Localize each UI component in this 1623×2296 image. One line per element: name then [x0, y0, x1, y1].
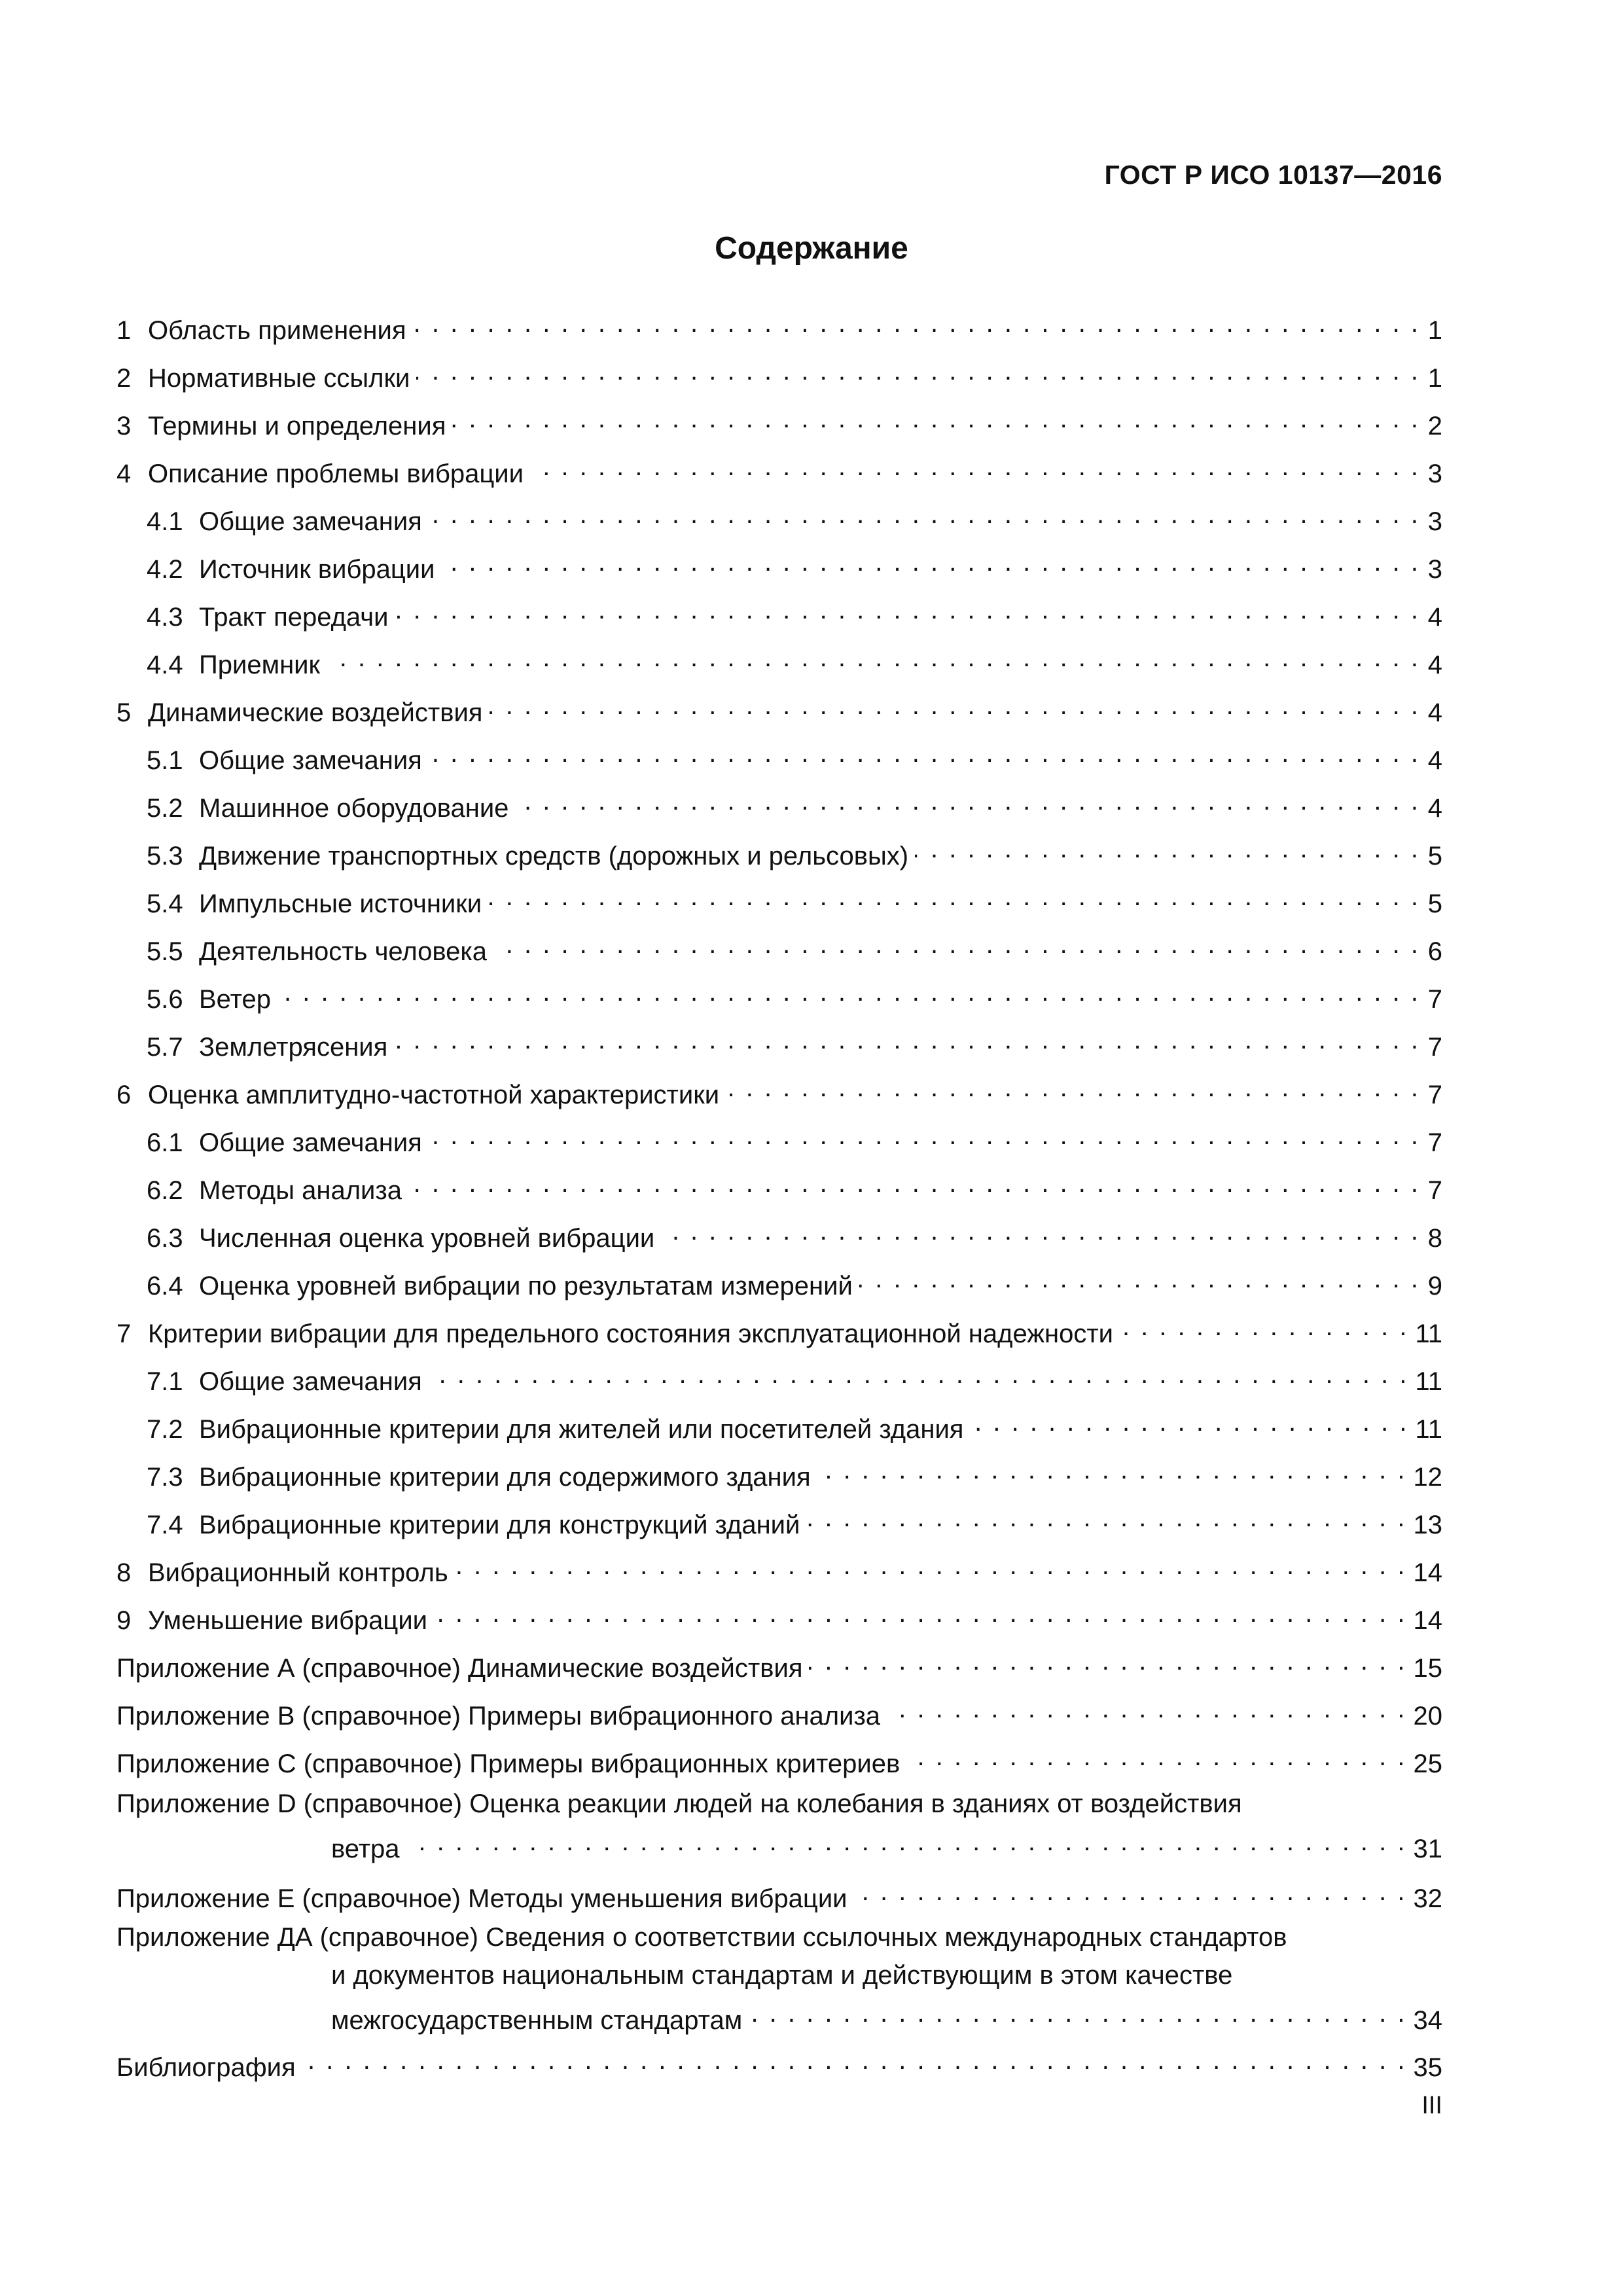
- dot-leader: [429, 499, 1420, 530]
- toc-entry-page: 13: [1413, 1511, 1442, 1539]
- toc-entry-page: 4: [1427, 698, 1442, 727]
- toc-entry-label: Нормативные ссылки: [148, 364, 410, 393]
- dot-leader: [493, 929, 1420, 960]
- toc-annex-label: Приложение А (справочное) Динамические воздействия: [116, 1654, 803, 1683]
- dot-leader: [661, 1215, 1420, 1247]
- toc-entry[interactable]: 4 Описание проблемы вибрации . . . 3: [116, 451, 1442, 482]
- toc-subentry[interactable]: 5.6 Ветер . . . 7: [116, 977, 1442, 1008]
- toc-entry-page: 7: [1427, 1081, 1442, 1109]
- dot-leader: [413, 308, 1420, 339]
- toc-entry-label: Общие замечания: [199, 507, 422, 536]
- toc-entry-page: 11: [1415, 1415, 1442, 1444]
- dot-leader: [726, 1072, 1420, 1103]
- toc-entry-label: Область применения: [148, 316, 406, 345]
- dot-leader: [806, 1502, 1406, 1534]
- toc-subentry[interactable]: 5.1 Общие замечания . . . 4: [116, 738, 1442, 769]
- dot-leader: [489, 690, 1420, 721]
- toc-subentry[interactable]: 6.1 Общие замечания . . . 7: [116, 1120, 1442, 1151]
- toc-entry-page: 4: [1427, 651, 1442, 679]
- toc-entry-page: 15: [1413, 1654, 1442, 1683]
- toc-annex-label: Приложение В (справочное) Примеры вибрационного анализа: [116, 1702, 881, 1731]
- toc-subentry[interactable]: 7.2 Вибрационные критерии для жителей или посетителей здания . . . 11: [116, 1407, 1442, 1438]
- toc-entry-page: 31: [1413, 1835, 1442, 1863]
- toc-entry-label: Вибрационный контроль: [148, 1558, 448, 1587]
- toc-entry-label: Методы анализа: [199, 1176, 402, 1205]
- dot-leader: [859, 1263, 1420, 1295]
- toc-entry-label: Тракт передачи: [199, 603, 389, 632]
- toc-annex-label-cont: межгосударственным стандартам: [331, 2006, 743, 2035]
- toc-annex-label: Приложение ДА (справочное) Сведения о соответствии ссылочных международных стандартов: [116, 1923, 1287, 1952]
- toc-subentry[interactable]: 6.2 Методы анализа . . . 7: [116, 1168, 1442, 1199]
- toc-entry-page: 34: [1413, 2006, 1442, 2035]
- toc-entry-page: 7: [1427, 985, 1442, 1014]
- dot-leader: [455, 1550, 1407, 1581]
- toc-entry-label: Деятельность человека: [199, 937, 488, 966]
- toc-entry-label: Общие замечания: [199, 746, 422, 775]
- dot-leader: [434, 1598, 1406, 1629]
- toc-entry-page: 35: [1413, 2053, 1442, 2082]
- toc-subentry[interactable]: 4.4 Приемник . . . 4: [116, 642, 1442, 673]
- toc-entry-page: 25: [1413, 1749, 1442, 1778]
- toc-subentry[interactable]: 4.1 Общие замечания . . . 3: [116, 499, 1442, 530]
- document-code: ГОСТ Р ИСО 10137—2016: [1104, 160, 1442, 190]
- dot-leader: [817, 1454, 1407, 1486]
- dot-leader: [906, 1741, 1406, 1772]
- toc-subentry[interactable]: 5.3 Движение транспортных средств (дорожных и рельсовых) . . . 5: [116, 833, 1442, 865]
- toc-entry-page: 4: [1427, 794, 1442, 823]
- toc-entry-page: 14: [1413, 1606, 1442, 1635]
- dot-leader: [452, 403, 1420, 435]
- toc-entry-label: Импульсные источники: [199, 889, 482, 918]
- toc-entry[interactable]: 8 Вибрационный контроль . . . 14: [116, 1550, 1442, 1581]
- dot-leader: [809, 1645, 1406, 1677]
- toc-annex-label: Приложение D (справочное) Оценка реакции людей на колебания в зданиях от воздействия: [116, 1789, 1242, 1818]
- toc-subentry[interactable]: 6.3 Численная оценка уровней вибрации . . . 8: [116, 1215, 1442, 1247]
- toc-entry-label: Источник вибрации: [199, 555, 435, 584]
- toc-subentry[interactable]: 4.2 Источник вибрации . . . 3: [116, 547, 1442, 578]
- toc-annex[interactable]: [116, 1741, 1442, 1778]
- toc-entry-page: 4: [1427, 746, 1442, 775]
- toc-subentry[interactable]: 5.4 Импульсные источники . . . 5: [116, 881, 1442, 912]
- toc-subentry[interactable]: 6.4 Оценка уровней вибрации по результатам измерений . . . 9: [116, 1263, 1442, 1295]
- toc-entry-page: 3: [1427, 459, 1442, 488]
- toc-entry-page: 11: [1415, 1319, 1442, 1348]
- dot-leader: [515, 785, 1420, 817]
- dot-leader: [429, 1120, 1420, 1151]
- toc-entry[interactable]: 3 Термины и определения . . . 2: [116, 403, 1442, 435]
- dot-leader: [1120, 1311, 1408, 1342]
- toc-annex[interactable]: [116, 1788, 1442, 1863]
- toc-entry-page: 1: [1427, 364, 1442, 393]
- toc-entry-page: 8: [1427, 1224, 1442, 1253]
- toc-entry-label: Термины и определения: [148, 412, 446, 440]
- toc-entry-label: Уменьшение вибрации: [148, 1606, 428, 1635]
- toc-entry-page: 32: [1413, 1884, 1442, 1913]
- toc-entry[interactable]: 7 Критерии вибрации для предельного состояния эксплуатационной надежности . . . 11: [116, 1311, 1442, 1342]
- dot-leader: [394, 1024, 1420, 1056]
- toc-entry-page: 7: [1427, 1128, 1442, 1157]
- dot-leader: [416, 355, 1420, 387]
- dot-leader: [429, 1359, 1409, 1390]
- toc-entry-page: 7: [1427, 1176, 1442, 1205]
- dot-leader: [970, 1407, 1408, 1438]
- table-of-contents: [116, 0, 1442, 2296]
- toc-annex-label: Приложение Е (справочное) Методы уменьшения вибрации: [116, 1884, 847, 1913]
- toc-annex-label: Библиография: [116, 2053, 296, 2082]
- toc-entry-page: 14: [1413, 1558, 1442, 1587]
- toc-entry-label: Ветер: [199, 985, 271, 1014]
- page-number: III: [1421, 2092, 1442, 2119]
- toc-entry-page: 6: [1427, 937, 1442, 966]
- toc-entry-label: Оценка амплитудно-частотной характеристики: [148, 1081, 720, 1109]
- toc-subentry[interactable]: 5.7 Землетрясения . . . 7: [116, 1024, 1442, 1056]
- toc-entry[interactable]: 9 Уменьшение вибрации . . . 14: [116, 1598, 1442, 1629]
- toc-entry-page: 3: [1427, 555, 1442, 584]
- toc-entry-label: Описание проблемы вибрации: [148, 459, 524, 488]
- toc-bibliography[interactable]: [116, 2045, 1442, 2082]
- toc-entry-page: 3: [1427, 507, 1442, 536]
- toc-annex[interactable]: [116, 1876, 1442, 1913]
- toc-entry-label: Движение транспортных средств (дорожных и рельсовых): [199, 842, 909, 870]
- dot-leader: [429, 738, 1420, 769]
- toc-entry-label: Вибрационные критерии для конструкций зданий: [199, 1511, 800, 1539]
- toc-entry[interactable]: 1 Область применения . . . 1: [116, 308, 1442, 339]
- toc-annex-label-cont: ветра: [331, 1835, 400, 1863]
- toc-entry-page: 5: [1427, 889, 1442, 918]
- dot-leader: [395, 594, 1420, 626]
- toc-entry[interactable]: 6 Оценка амплитудно-частотной характеристики . . . 7: [116, 1072, 1442, 1103]
- dot-leader: [530, 451, 1420, 482]
- toc-subentry[interactable]: 4.3 Тракт передачи . . . 4: [116, 594, 1442, 626]
- toc-entry-label: Вибрационные критерии для содержимого здания: [199, 1463, 811, 1492]
- dot-leader: [441, 547, 1420, 578]
- toc-entry-page: 1: [1427, 316, 1442, 345]
- dot-leader: [749, 1998, 1406, 2029]
- toc-entry-label: Землетрясения: [199, 1033, 388, 1062]
- dot-leader: [488, 881, 1420, 912]
- toc-subentry[interactable]: 7.3 Вибрационные критерии для содержимого здания . . . 12: [116, 1454, 1442, 1486]
- toc-entry[interactable]: 5 Динамические воздействия . . . 4: [116, 690, 1442, 721]
- toc-annex[interactable]: [116, 1693, 1442, 1731]
- toc-subentry[interactable]: 5.2 Машинное оборудование . . . 4: [116, 785, 1442, 817]
- toc-entry-page: 2: [1427, 412, 1442, 440]
- toc-subentry[interactable]: 7.1 Общие замечания . . . 11: [116, 1359, 1442, 1390]
- dot-leader: [887, 1693, 1406, 1725]
- dot-leader: [915, 833, 1420, 865]
- toc-entry-page: 4: [1427, 603, 1442, 632]
- toc-entry-label: Критерии вибрации для предельного состояния эксплуатационной надежности: [148, 1319, 1114, 1348]
- toc-entry[interactable]: 2 Нормативные ссылки . . . 1: [116, 355, 1442, 387]
- dot-leader: [854, 1876, 1407, 1907]
- dot-leader: [327, 642, 1420, 673]
- toc-title: Содержание: [715, 231, 908, 266]
- dot-leader: [406, 1826, 1407, 1857]
- toc-entry-page: 12: [1413, 1463, 1442, 1492]
- toc-entry-label: Вибрационные критерии для жителей или посетителей здания: [199, 1415, 964, 1444]
- toc-annex[interactable]: [116, 1922, 1442, 2035]
- toc-entry-label: Приемник: [199, 651, 321, 679]
- toc-entry-label: Общие замечания: [199, 1128, 422, 1157]
- toc-entry-page: 7: [1427, 1033, 1442, 1062]
- toc-entry-label: Динамические воздействия: [148, 698, 483, 727]
- toc-annex-label: Приложение С (справочное) Примеры вибрационных критериев: [116, 1749, 901, 1778]
- toc-annex-label-cont: и документов национальным стандартам и действующим в этом качестве: [331, 1961, 1233, 1990]
- toc-entry-page: 11: [1415, 1367, 1442, 1396]
- toc-subentry[interactable]: 7.4 Вибрационные критерии для конструкций зданий . . . 13: [116, 1502, 1442, 1534]
- toc-entry-page: 5: [1427, 842, 1442, 870]
- dot-leader: [277, 977, 1420, 1008]
- toc-entry-page: 9: [1427, 1272, 1442, 1300]
- dot-leader: [302, 2045, 1407, 2076]
- toc-annex[interactable]: [116, 1645, 1442, 1683]
- toc-subentry[interactable]: 5.5 Деятельность человека . . . 6: [116, 929, 1442, 960]
- toc-entry-label: Машинное оборудование: [199, 794, 509, 823]
- dot-leader: [408, 1168, 1420, 1199]
- toc-entry-page: 20: [1413, 1702, 1442, 1731]
- toc-entry-label: Общие замечания: [199, 1367, 422, 1396]
- toc-entry-label: Оценка уровней вибрации по результатам измерений: [199, 1272, 853, 1300]
- toc-entry-label: Численная оценка уровней вибрации: [199, 1224, 655, 1253]
